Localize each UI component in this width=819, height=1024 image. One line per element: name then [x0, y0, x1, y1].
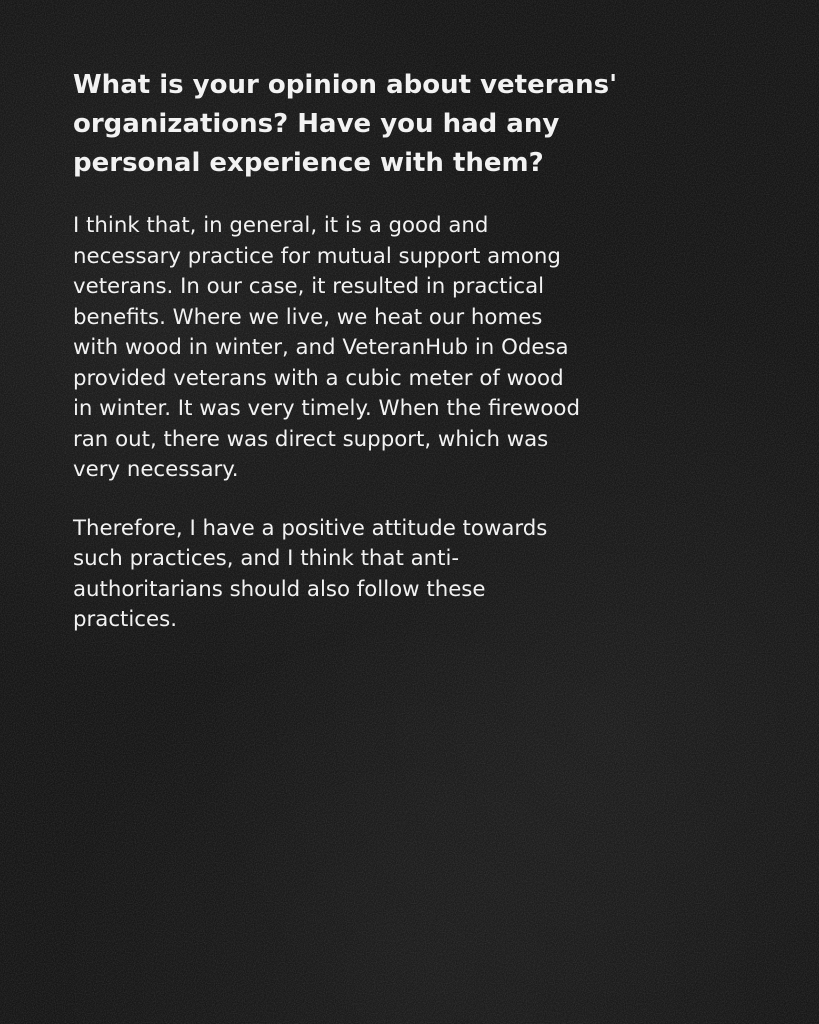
question-line: What is your opinion about veterans': [73, 70, 618, 100]
answer-line: ran out, there was direct support, which was: [73, 426, 549, 452]
answer-line: I think that, in general, it is a good and: [73, 213, 489, 238]
article-content: [73, 66, 753, 664]
answer-line: authoritarians should also follow these: [73, 576, 486, 602]
answer-line: necessary practice for mutual support among: [73, 243, 561, 269]
answer-line: Therefore, I have a positive attitude towards: [73, 515, 548, 541]
question-line: organizations? Have you had any: [73, 109, 560, 139]
question-line: personal experience with them?: [73, 148, 544, 178]
answer-line: benefits. Where we live, we heat our homes: [73, 304, 543, 330]
question-heading: [73, 66, 753, 183]
answer-line: practices.: [73, 607, 177, 632]
answer-paragraph-2: [73, 514, 753, 636]
answer-line: with wood in winter, and VeteranHub in Odesa: [73, 335, 569, 360]
answer-line: veterans. In our case, it resulted in practical: [73, 274, 545, 299]
answer-line: very necessary.: [73, 457, 239, 482]
answer-line: in winter. It was very timely. When the firewood: [73, 396, 580, 421]
answer-line: provided veterans with a cubic meter of wood: [73, 365, 564, 391]
answer-paragraph-1: [73, 211, 753, 486]
answer-line: such practices, and I think that anti-: [73, 546, 460, 571]
